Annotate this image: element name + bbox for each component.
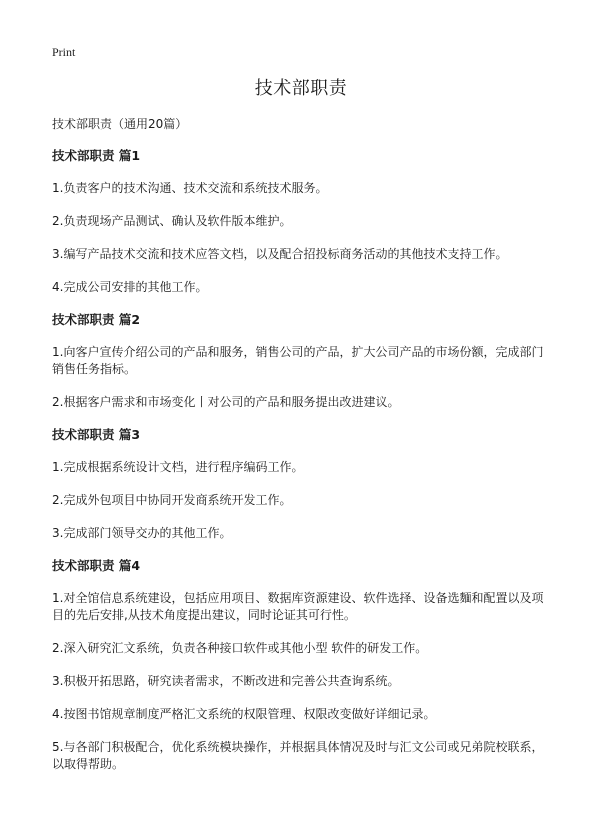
- section-heading: 技术部职责 篇3: [52, 427, 141, 442]
- section-heading: 技术部职责 篇2: [52, 312, 141, 327]
- section-item: 2.根据客户需求和市场变化丨对公司的产品和服务提出改进建议。: [52, 395, 400, 409]
- section-item: 2.完成外包项目中协同开发商系统开发工作。: [52, 493, 292, 507]
- section-item: 3.积极开拓思路，研究读者需求，不断改进和完善公共查询系统。: [52, 674, 400, 688]
- section-item: 2.负责现场产品测试、确认及软件版本维护。: [52, 214, 292, 228]
- section-heading: 技术部职责 篇1: [52, 148, 141, 163]
- section-heading: 技术部职责 篇4: [52, 558, 141, 573]
- section-item: 1.负责客户的技术沟通、技术交流和系统技术服务。: [52, 181, 328, 195]
- section-item: 1.向客户宣传介绍公司的产品和服务，销售公司的产品，扩大公司产品的市场份额，完成部门销售任务指标。: [52, 345, 544, 376]
- section-item: 1.完成根据系统设计文档，进行程序编码工作。: [52, 460, 304, 474]
- print-link[interactable]: Print: [52, 45, 76, 59]
- section-item: 3.完成部门领导交办的其他工作。: [52, 526, 232, 540]
- section-item: 1.对全馆信息系统建设，包括应用项目、数据库资源建设、软件选择、设备选麵和配置以及项目的先后安排,从技术角度提出建议，同时论证其可行性。: [52, 591, 544, 622]
- document-body: [52, 148, 550, 773]
- section-item: 2.深入研究汇文系统，负责各种接口软件或其他小型 软件的研发工作。: [52, 641, 428, 655]
- section-item: 3.编写产品技术交流和技术应答文档，以及配合招投标商务活动的其他技术支持工作。: [52, 247, 508, 261]
- document-title: 技术部职责: [254, 78, 348, 99]
- section-item: 5.与各部门积极配合，优化系统模块操作，并根据具体情况及时与汇文公司或兄弟院校联系，以取得帮助。: [52, 740, 544, 771]
- section-item: 4.完成公司安排的其他工作。: [52, 280, 208, 294]
- document-subtitle: 技术部职责（通用20篇）: [52, 117, 188, 131]
- section-item: 4.按图书馆规章制度严格汇文系统的权限管理、权限改变做好详细记录。: [52, 707, 436, 721]
